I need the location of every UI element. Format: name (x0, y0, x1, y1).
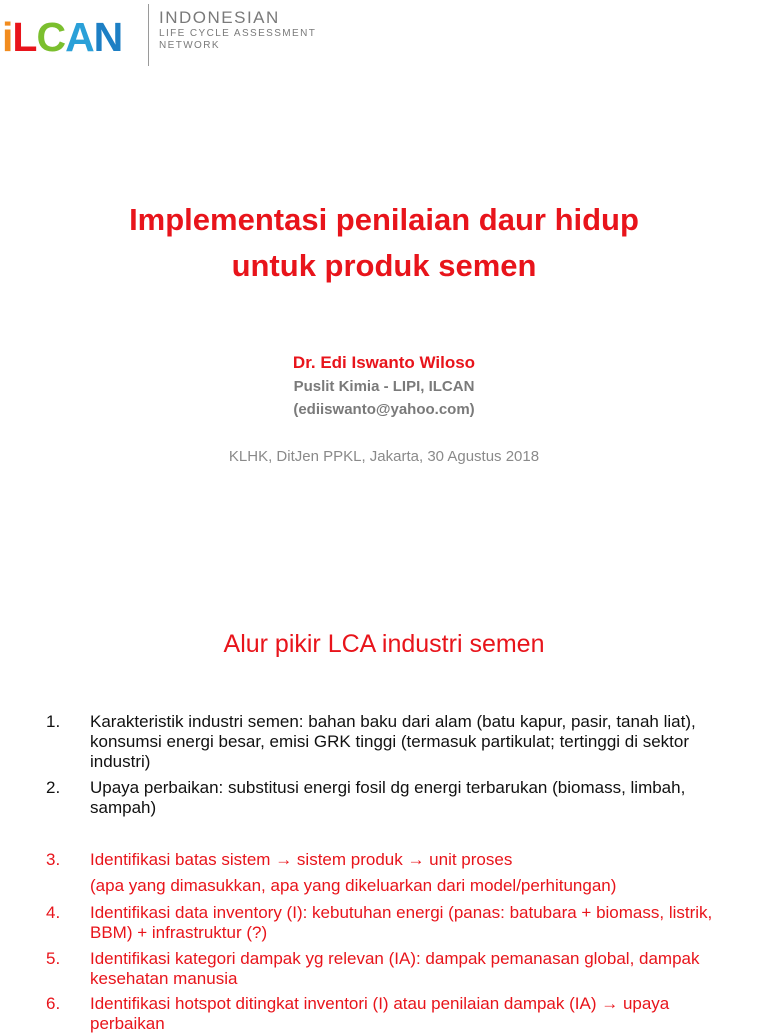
ilcan-wordmark (2, 14, 122, 60)
logo-letter: C (36, 14, 66, 60)
item-text: Identifikasi data inventory (I): kebutuhan energi (panas: batubara + biomass, listrik, BBM) + infrastruktur (?) (90, 903, 713, 942)
slide-title-line-1: Implementasi penilaian daur hidup (129, 202, 639, 237)
item-number: 1. (46, 712, 61, 731)
logo-tagline (159, 8, 316, 52)
item-number: 5. (46, 949, 61, 968)
logo-divider (148, 4, 149, 66)
slide-title-line-2: untuk produk semen (231, 248, 537, 283)
item-text: Upaya perbaikan: substitusi energi fosil dg energi terbarukan (biomass, limbah, sampah) (90, 778, 686, 817)
logo-line-3: NETWORK (159, 40, 220, 51)
item-number: 4. (46, 903, 61, 922)
logo-letter: i (2, 14, 13, 60)
slide-title: Alur pikir LCA industri semen (223, 630, 545, 658)
event-info: KLHK, DitJen PPKL, Jakarta, 30 Agustus 2018 (228, 448, 540, 465)
author-affiliation: Puslit Kimia - LIPI, ILCAN (293, 378, 475, 395)
item-text: Identifikasi batas sistem → sistem produk → unit proses (90, 850, 513, 869)
author-name: Dr. Edi Iswanto Wiloso (292, 353, 476, 372)
logo-line-2: LIFE CYCLE ASSESSMENT (159, 28, 317, 39)
logo-line-1: INDONESIAN (159, 8, 280, 27)
ilcan-logo (0, 0, 320, 70)
author-email: (ediiswanto@yahoo.com) (293, 401, 475, 418)
logo-letter: N (93, 14, 123, 60)
item-text: Identifikasi hotspot ditingkat inventori (I) atau penilaian dampak (IA) → upaya perbaikan (90, 994, 670, 1033)
logo-letter: L (12, 14, 37, 60)
item-number: 2. (46, 778, 61, 797)
item-number: 6. (46, 994, 61, 1013)
logo-letter: A (65, 14, 94, 60)
item-number: 3. (46, 850, 61, 869)
item-text: Karakteristik industri semen: bahan baku dari alam (batu kapur, pasir, tanah liat), konsumsi energi besar, emisi GRK tinggi (termasuk partikulat; tertinggi di sektor industri) (90, 712, 696, 771)
item-text: Identifikasi kategori dampak yg relevan (IA): dampak pemanasan global, dampak kesehatan manusia (90, 949, 700, 988)
item-text: (apa yang dimasukkan, apa yang dikeluarkan dari model/perhitungan) (90, 876, 617, 895)
content-slide (0, 576, 768, 1033)
